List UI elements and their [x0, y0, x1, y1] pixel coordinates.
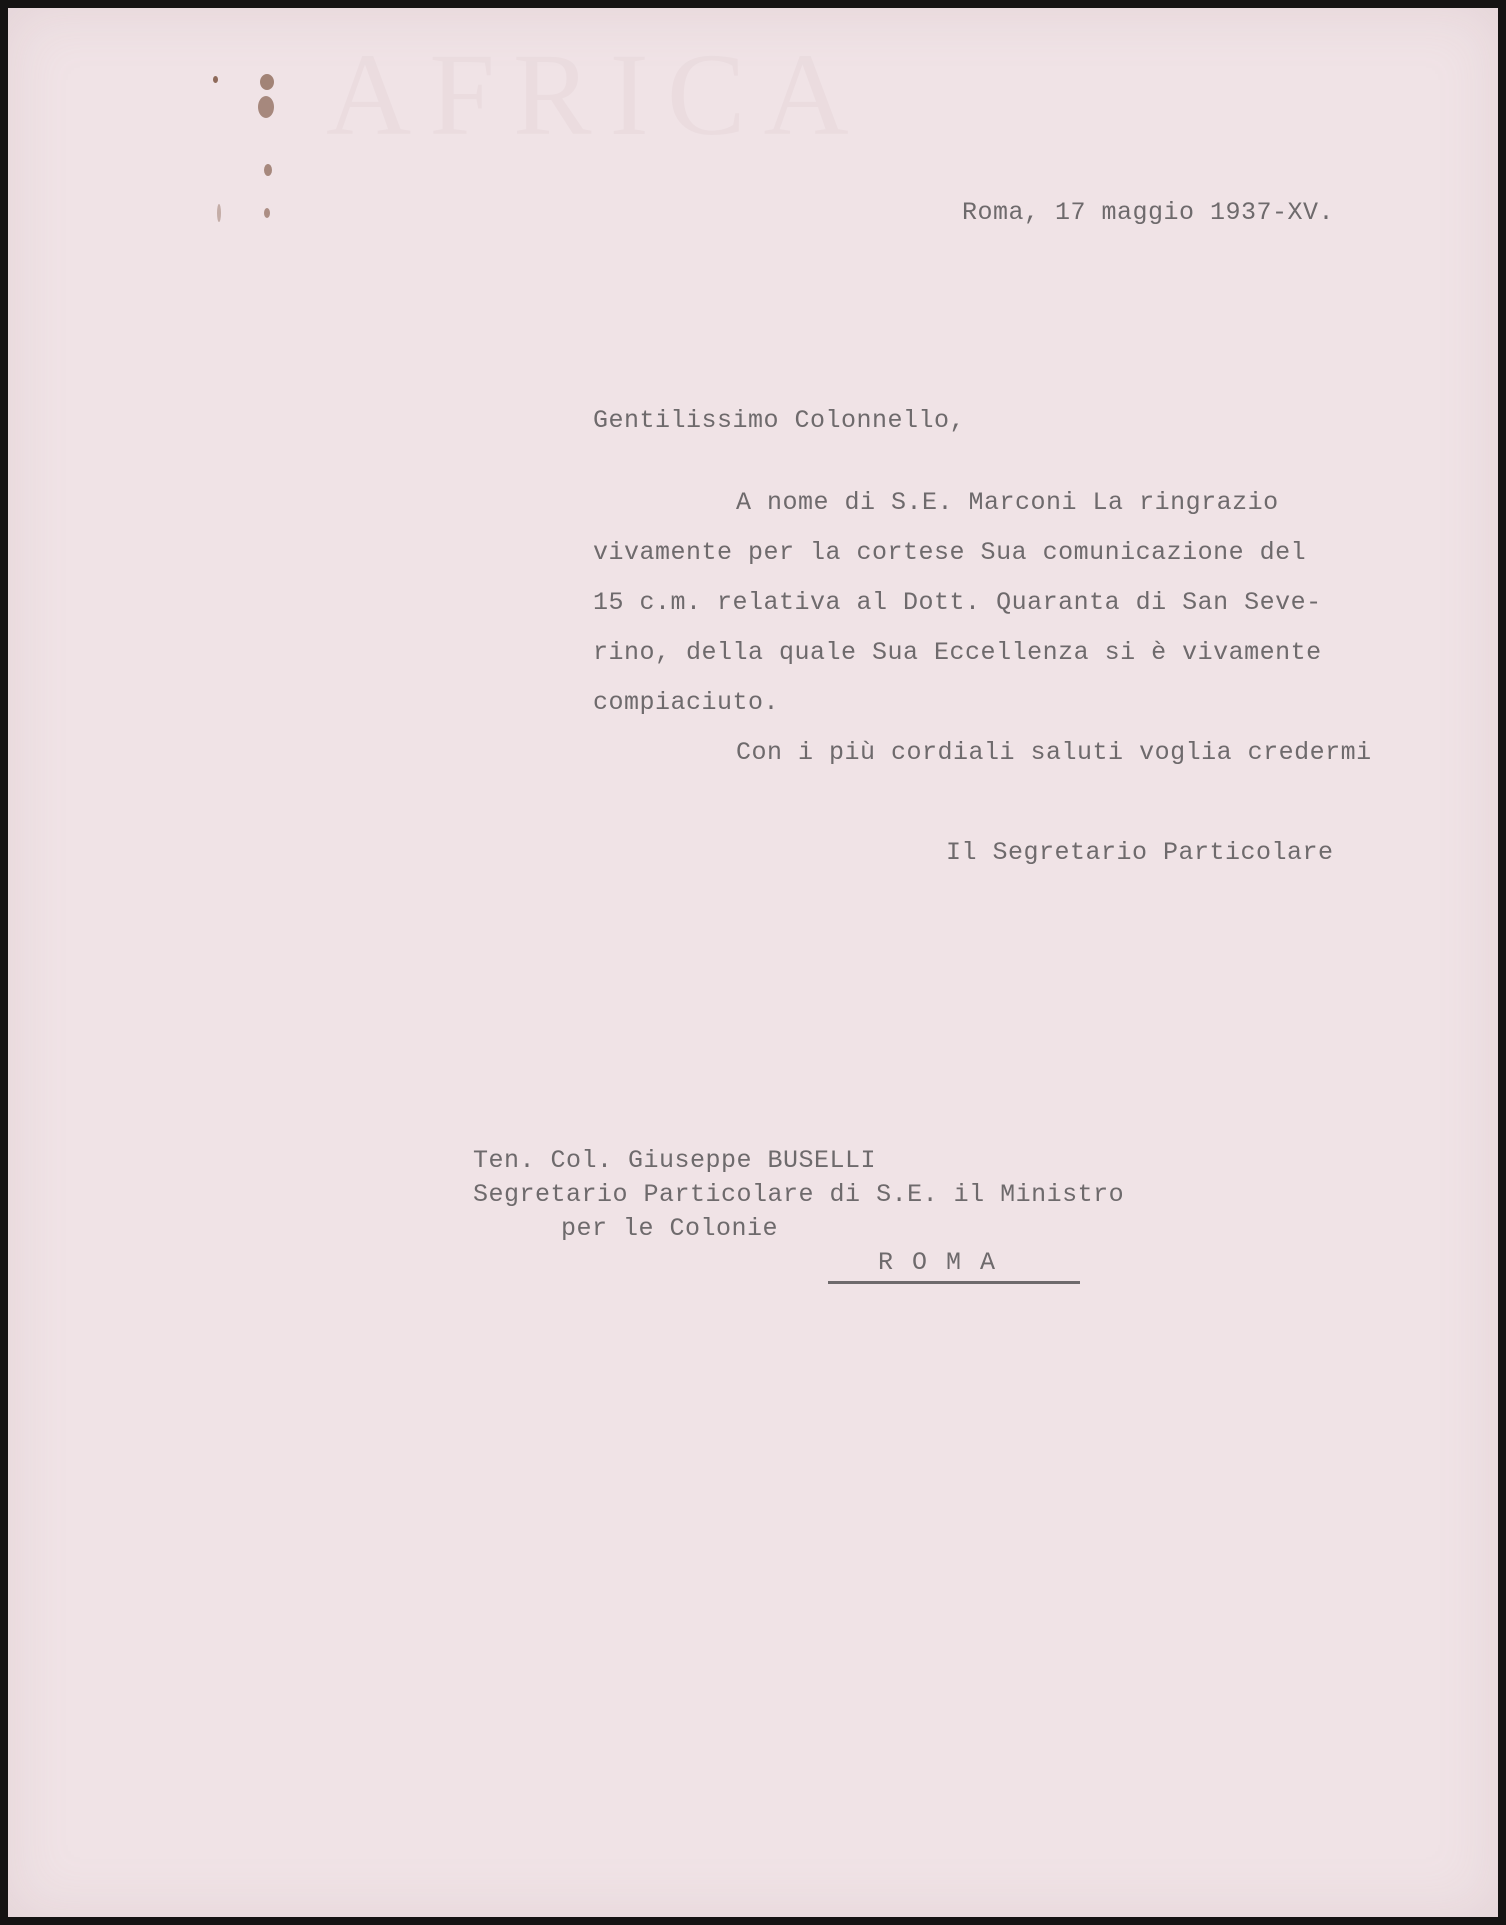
punch-mark — [258, 96, 274, 118]
addressee-department: per le Colonie — [561, 1214, 779, 1243]
body-line: vivamente per la cortese Sua comunicazione del — [593, 538, 1307, 567]
body-line: compiaciuto. — [593, 688, 780, 717]
addressee-name: Ten. Col. Giuseppe BUSELLI — [473, 1146, 877, 1175]
letter-date: Roma, 17 maggio 1937-XV. — [962, 198, 1335, 227]
body-line: A nome di S.E. Marconi La ringrazio — [736, 488, 1279, 517]
addressee-city: R O M A — [878, 1248, 998, 1277]
punch-mark — [264, 164, 272, 176]
addressee-title: Segretario Particolare di S.E. il Ministro — [473, 1180, 1125, 1209]
closing-line: Con i più cordiali saluti voglia credermi — [736, 738, 1372, 767]
punch-mark — [264, 208, 270, 218]
signature-title: Il Segretario Particolare — [946, 838, 1334, 867]
body-line: 15 c.m. relativa al Dott. Quaranta di San Seve- — [593, 588, 1322, 617]
body-line: rino, della quale Sua Eccellenza si è vivamente — [593, 638, 1322, 667]
letterhead-watermark: AFRICA — [326, 29, 867, 160]
punch-mark — [260, 74, 274, 90]
letter-salutation: Gentilissimo Colonnello, — [593, 406, 966, 435]
city-underline — [828, 1281, 1080, 1284]
letter-sheet — [8, 8, 1498, 1917]
punch-mark — [213, 76, 218, 83]
punch-mark — [217, 204, 221, 222]
